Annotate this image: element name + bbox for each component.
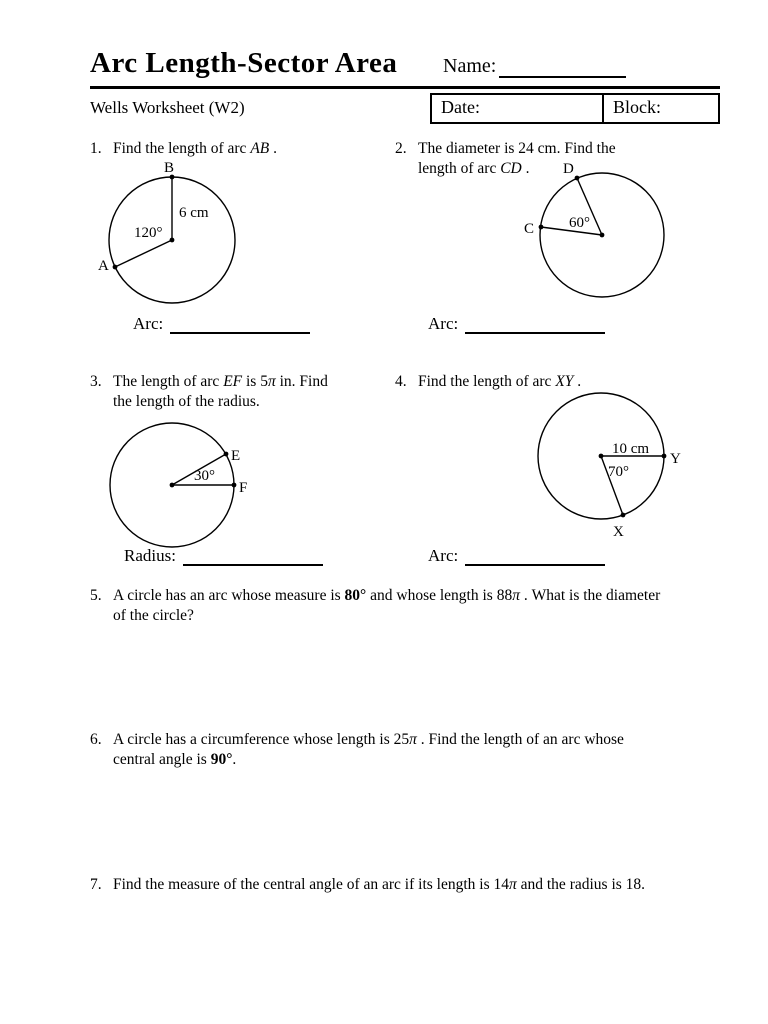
problem-4-text-post: . <box>573 373 582 390</box>
circle-3-point-e-dot <box>224 452 229 457</box>
problem-7 <box>90 875 730 895</box>
problem-5-text <box>113 586 685 626</box>
circle-diagram-4 <box>528 385 740 553</box>
name-label: Name: <box>443 55 497 77</box>
problem-6-pi-symbol: π <box>409 731 417 748</box>
problem-7-l1b: and the radius is 18. <box>516 876 646 893</box>
problem-1-arc-name: AB <box>250 140 270 157</box>
problem-5 <box>90 586 685 626</box>
problem-1-number: 1. <box>90 140 102 157</box>
name-blank-line <box>499 54 626 78</box>
problem-4-number: 4. <box>395 373 407 390</box>
circle-2-point-d-dot <box>575 176 580 181</box>
problem-4-arc-name: XY <box>555 373 574 390</box>
problem-4-answer-label: Arc: <box>428 546 459 565</box>
circle-4-point-y-dot <box>662 454 667 459</box>
problem-6-text <box>113 730 685 770</box>
problem-1-answer-row <box>133 311 310 334</box>
problem-5-l1b: and whose length is 88 <box>366 587 513 604</box>
problem-3-line2: the length of the radius. <box>113 393 260 410</box>
problem-1-answer-blank <box>170 311 310 334</box>
problem-5-number: 5. <box>90 587 102 604</box>
problem-3-number: 3. <box>90 373 102 390</box>
circle-1-radius-oa <box>115 240 172 267</box>
block-cell: Block: <box>613 97 661 117</box>
circle-2-label-d: D <box>563 161 574 177</box>
name-field-row <box>443 54 626 78</box>
problem-7-text <box>113 875 730 895</box>
problem-3-answer-label: Radius: <box>124 546 176 565</box>
circle-4-label-y: Y <box>670 451 681 467</box>
problem-6-angle-value: 90° <box>210 751 233 768</box>
problem-3-arc-name: EF <box>223 373 243 390</box>
problem-6-line2b: . <box>232 751 237 768</box>
problem-6-l1a: A circle has a circumference whose length is 25 <box>113 731 410 748</box>
circle-3-label-e: E <box>231 448 241 464</box>
circle-diagram-2 <box>515 158 715 316</box>
problem-5-pi-symbol: π <box>512 587 520 604</box>
problem-2-line1: The diameter is 24 cm. Find the <box>418 140 616 157</box>
circle-1-angle-label: 120° <box>134 225 163 241</box>
circle-4-label-x: X <box>613 524 624 540</box>
problem-3-l1a: The length of arc <box>113 373 224 390</box>
problem-2-arc-name: CD <box>500 160 522 177</box>
problem-6 <box>90 730 685 770</box>
problem-6-line2a: central angle is <box>113 751 211 768</box>
problem-7-pi-symbol: π <box>508 876 517 893</box>
problem-4-answer-row <box>428 543 605 566</box>
problem-3-answer-blank <box>183 543 323 566</box>
problem-3-text <box>113 372 380 412</box>
problem-1-answer-label: Arc: <box>133 314 164 333</box>
problem-1-text-post: . <box>269 140 278 157</box>
circle-1-label-a: A <box>98 258 109 274</box>
problem-3 <box>90 372 380 412</box>
problem-3-pi-symbol: π <box>267 373 276 390</box>
problem-2-answer-row <box>428 311 605 334</box>
problem-5-angle-value: 80° <box>344 587 367 604</box>
problem-5-l1c: . What is the diameter <box>519 587 661 604</box>
problem-7-number: 7. <box>90 876 102 893</box>
problem-6-number: 6. <box>90 731 102 748</box>
circle-3-center-dot <box>170 483 175 488</box>
circle-diagram-1 <box>92 155 264 307</box>
problem-2-answer-blank <box>465 311 605 334</box>
problem-7-l1a: Find the measure of the central angle of an arc if its length is 14 <box>113 876 509 893</box>
problem-4-text-pre: Find the length of arc <box>418 373 556 390</box>
circle-4-center-dot <box>599 454 604 459</box>
circle-3-label-f: F <box>239 480 248 496</box>
problem-2-line2-post: . <box>521 160 530 177</box>
circle-4-point-x-dot <box>621 513 626 518</box>
circle-1-label-b: B <box>164 160 175 176</box>
circle-2-point-c-dot <box>539 225 544 230</box>
problem-2-line2-pre: length of arc <box>418 160 501 177</box>
date-cell: Date: <box>432 95 604 122</box>
circle-2-center-dot <box>600 233 605 238</box>
problem-2-answer-label: Arc: <box>428 314 459 333</box>
circle-1-center-dot <box>170 238 175 243</box>
circle-3-point-f-dot <box>232 483 237 488</box>
problem-3-l1b: is 5 <box>242 373 268 390</box>
circle-1-point-a-dot <box>113 265 118 270</box>
circle-2-label-c: C <box>524 221 535 237</box>
date-block-table <box>430 93 720 124</box>
problem-5-line2: of the circle? <box>113 607 194 624</box>
circle-1-radius-label: 6 cm <box>179 205 209 221</box>
circle-4-radius-label: 10 cm <box>612 441 650 457</box>
problem-5-l1a: A circle has an arc whose measure is <box>113 587 345 604</box>
problem-3-answer-row <box>124 543 323 566</box>
problem-3-l1c: in. Find <box>275 373 328 390</box>
worksheet-subtitle: Wells Worksheet (W2) <box>90 98 245 117</box>
circle-3-angle-label: 30° <box>194 468 215 484</box>
problem-1-text-pre: Find the length of arc <box>113 140 251 157</box>
circle-2-angle-label: 60° <box>569 215 590 231</box>
page-title: Arc Length-Sector Area <box>90 47 398 79</box>
problem-4-answer-blank <box>465 543 605 566</box>
header-divider <box>90 86 720 89</box>
problem-6-l1b: . Find the length of an arc whose <box>416 731 624 748</box>
circle-diagram-3 <box>95 413 280 563</box>
circle-4-angle-label: 70° <box>608 464 629 480</box>
problem-2-number: 2. <box>395 140 407 157</box>
